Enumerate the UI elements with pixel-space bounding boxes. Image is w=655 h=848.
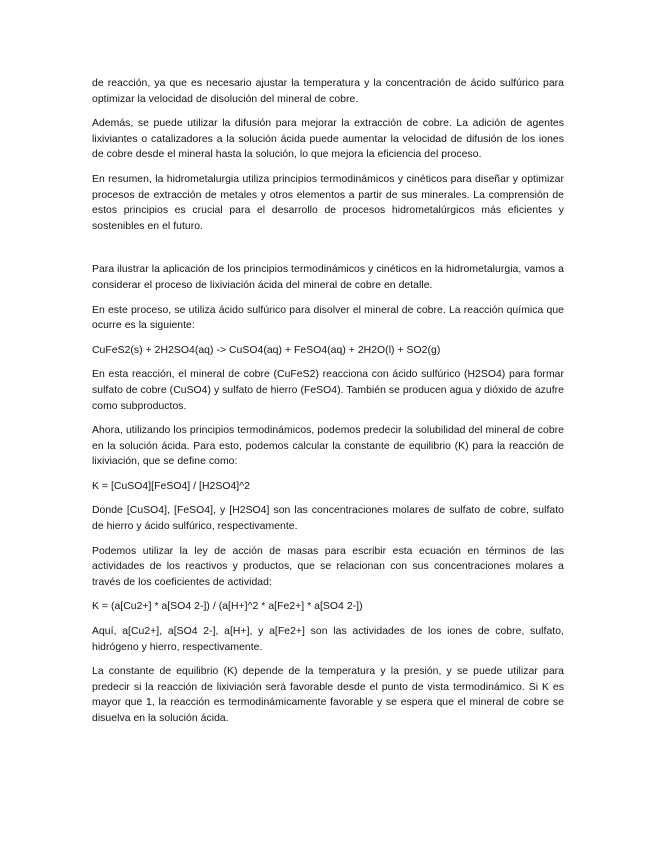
- paragraph: Aquí, a[Cu2+], a[SO4 2-], a[H+], y a[Fe2+] son las actividades de los iones de cobre, sulfato, hidrógeno y hierro, respectivamente.: [92, 626, 564, 653]
- paragraph: En resumen, la hidrometalurgia utiliza principios termodinámicos y cinéticos para diseñar y optimizar procesos de extracción de metales y otros elementos a partir de sus minerales. La comprensión de estos principios es crucial para el desarrollo de procesos hidrometalúrgicos más eficientes y sostenibles en el futuro.: [92, 173, 564, 232]
- paragraph: Además, se puede utilizar la difusión para mejorar la extracción de cobre. La adición de agentes lixiviantes o catalizadores a la solución ácida puede aumentar la velocidad de difusión de los iones de cobre desde el mineral hasta la solución, lo que mejora la eficiencia del proceso.: [92, 118, 564, 161]
- paragraph: Podemos utilizar la ley de acción de masas para escribir esta ecuación en términos de las actividades de los reactivos y productos, que se relacionan con sus concentraciones molares a través de los coeficientes de actividad:: [92, 545, 564, 588]
- document-body: [92, 76, 564, 736]
- paragraph: Para ilustrar la aplicación de los principios termodinámicos y cinéticos en la hidrometalurgia, vamos a considerar el proceso de lixiviación ácida del mineral de cobre en detalle.: [92, 264, 564, 291]
- paragraph: Ahora, utilizando los principios termodinámicos, podemos predecir la solubilidad del mineral de cobre en la solución ácida. Para esto, podemos calcular la constante de equilibrio (K) para la reacción de lixiviación, que se define como:: [92, 425, 564, 468]
- paragraph: En este proceso, se utiliza ácido sulfúrico para disolver el mineral de cobre. La reacción química que ocurre es la siguiente:: [92, 304, 564, 332]
- paragraph: de reacción, ya que es necesario ajustar la temperatura y la concentración de ácido sulfúrico para optimizar la velocidad de disolución del mineral de cobre.: [92, 78, 564, 105]
- paragraph: Donde [CuSO4], [FeSO4], y [H2SO4] son las concentraciones molares de sulfato de cobre, sulfato de hierro y ácido sulfúrico, respectivamente.: [92, 505, 564, 533]
- activity-equation: K = (a[Cu2+] * a[SO4 2-]) / (a[H+]^2 * a[Fe2+] * a[SO4 2-]): [92, 601, 363, 613]
- chemical-equation: CuFeS2(s) + 2H2SO4(aq) -> CuSO4(aq) + FeSO4(aq) + 2H2O(l) + SO2(g): [92, 344, 441, 356]
- paragraph: La constante de equilibrio (K) depende de la temperatura y la presión, y se puede utilizar para predecir si la reacción de lixiviación será favorable desde el punto de vista termodinámico. Si K es mayor que 1, la reacción es termodinámicamente favorable y se espera que el mineral de cobre se disuelva en la solución ácida.: [92, 666, 564, 724]
- equilibrium-equation: K = [CuSO4][FeSO4] / [H2SO4]^2: [92, 480, 250, 492]
- paragraph: En esta reacción, el mineral de cobre (CuFeS2) reacciona con ácido sulfúrico (H2SO4) para formar sulfato de cobre (CuSO4) y sulfato de hierro (FeSO4). También se producen agua y dióxido de azufre como subproductos.: [92, 369, 564, 412]
